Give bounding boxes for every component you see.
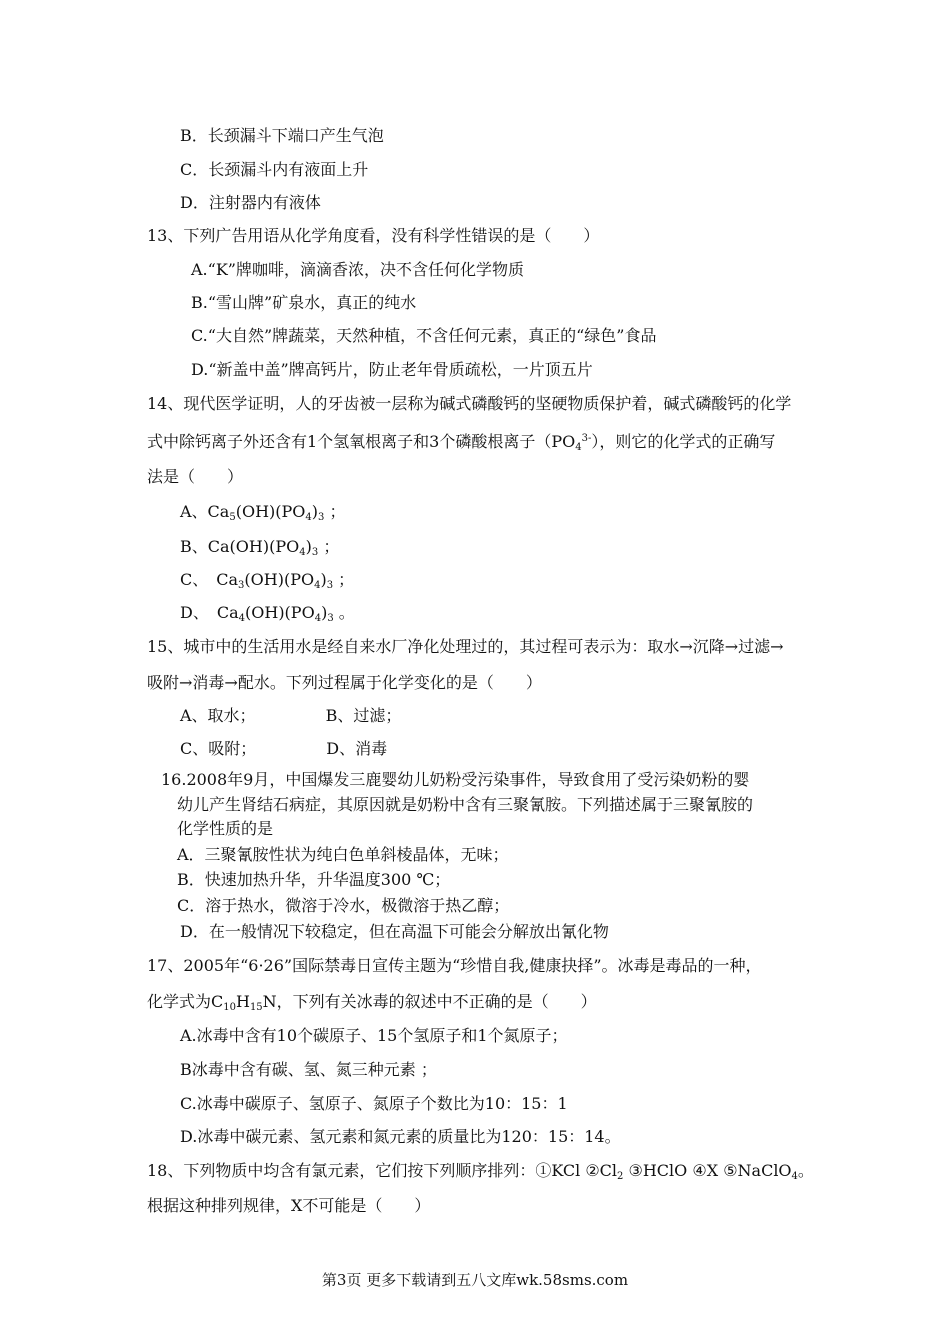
q14-option-b: B、$Ca(OH)(PO_4)_3$ ； — [180, 537, 340, 558]
q12-option-d: D．注射器内有液体 — [180, 193, 321, 212]
q18-stem-line-1: 18、下列物质中均含有氯元素，它们按下列顺序排列：①KCl $②Cl_2$ ③HClO ④X ⑤NaClO$_4$。 — [147, 1161, 814, 1182]
q16-stem-line-1: 16.2008年9月，中国爆发三鹿婴幼儿奶粉受污染事件，导致食用了受污染奶粉的婴 — [161, 770, 750, 789]
q14-stem-line-3: 法是（ ） — [147, 467, 244, 486]
q16-option-b: B．快速加热升华，升华温度300 ℃； — [177, 870, 451, 889]
q17-option-a: A.冰毒中含有10个碳原子、15个氢原子和1个氮原子； — [180, 1026, 568, 1045]
q17-option-c: C.冰毒中碳原子、氢原子、氮原子个数比为10：15：1 — [180, 1094, 568, 1113]
q14-option-d: D、 $Ca_4(OH)(PO_4)_3$ 。 — [180, 603, 355, 624]
q15-option-b: B、过滤； — [325, 706, 402, 725]
q15-options-row-2 — [180, 739, 387, 759]
q15-stem-line-1: 15、城市中的生活用水是经自来水厂净化处理过的，其过程可表示为：取水→沉降→过滤→ — [147, 637, 784, 656]
q13-option-a: A.“K”牌咖啡，滴滴香浓，决不含任何化学物质 — [191, 260, 524, 279]
q16-option-d: D．在一般情况下较稳定，但在高温下可能会分解放出氰化物 — [180, 922, 609, 941]
q15-stem-line-2: 吸附→消毒→配水。下列过程属于化学变化的是（ ） — [147, 673, 542, 692]
q14-option-c: C、 $Ca_3(OH)(PO_4)_3$ ； — [180, 570, 355, 591]
q15-option-a: A、取水； — [180, 706, 256, 725]
q15-option-d: D、消毒 — [326, 739, 388, 758]
page-footer: 第3页 更多下载请到五八文库wk.58sms.com — [321, 1271, 629, 1289]
q16-option-c: C．溶于热水，微溶于冷水，极微溶于热乙醇； — [177, 896, 510, 915]
q12-option-b: B．长颈漏斗下端口产生气泡 — [180, 126, 384, 145]
q16-stem-line-3: 化学性质的是 — [177, 819, 274, 838]
q13-option-b: B.“雪山牌”矿泉水，真正的纯水 — [191, 293, 417, 312]
q18-stem-line-2: 根据这种排列规律，X不可能是（ ） — [147, 1196, 431, 1215]
q17-option-b: B冰毒中含有碳、氢、氮三种元素 ； — [180, 1060, 437, 1079]
q16-stem-line-2: 幼儿产生肾结石病症，其原因就是奶粉中含有三聚氰胺。下列描述属于三聚氰胺的 — [177, 795, 754, 814]
q14-stem-line-1: 14、现代医学证明，人的牙齿被一层称为碱式磷酸钙的坚硬物质保护着，碱式磷酸钙的化学 — [147, 394, 792, 413]
q12-option-c: C．长颈漏斗内有液面上升 — [180, 160, 369, 179]
q13-stem: 13、下列广告用语从化学角度看，没有科学性错误的是（ ） — [147, 226, 600, 245]
q16-option-a: A．三聚氰胺性状为纯白色单斜棱晶体，无味； — [177, 845, 509, 864]
q13-option-c: C.“大自然”牌蔬菜，天然种植，不含任何元素，真正的“绿色”食品 — [191, 326, 657, 345]
q13-option-d: D.“新盖中盖”牌高钙片，防止老年骨质疏松，一片顶五片 — [191, 360, 593, 379]
q14-option-a: A、$Ca_5(OH)(PO_4)_3$ ； — [180, 502, 346, 523]
q17-option-d: D.冰毒中碳元素、氢元素和氮元素的质量比为120：15：14。 — [180, 1127, 621, 1146]
q15-options-row-1 — [180, 706, 401, 726]
q15-option-c: C、吸附； — [180, 739, 257, 758]
q17-stem-line-1: 17、2005年“6·26”国际禁毒日宣传主题为“珍惜自我,健康抉择”。冰毒是毒品的一种， — [147, 956, 762, 975]
q17-stem-line-2: 化学式为$C_{10}H_{15}N$，下列有关冰毒的叙述中不正确的是（ ） — [147, 992, 597, 1013]
q14-stem-line-2: 式中除钙离子外还含有1个氢氧根离子和3个磷酸根离子$(PO_4^{3-})$，则它的化学式的正确写 — [147, 432, 776, 453]
